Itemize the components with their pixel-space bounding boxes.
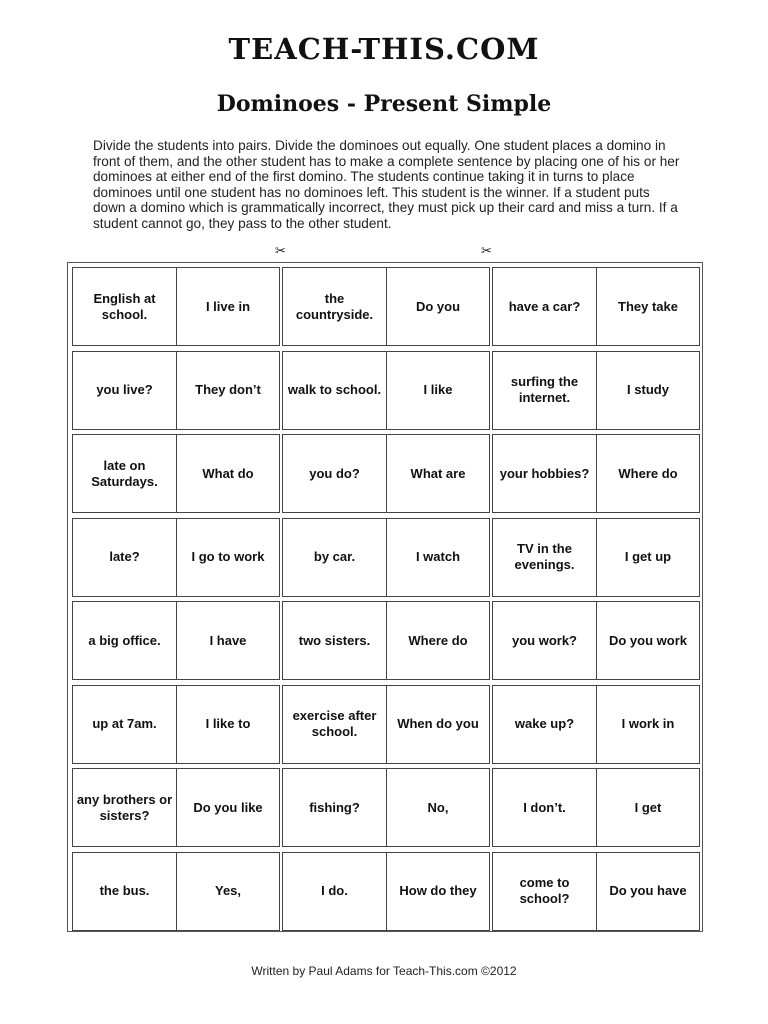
- domino-right-half: They take: [596, 268, 699, 345]
- domino-left-half: a big office.: [88, 632, 161, 648]
- domino-right-half: What are: [386, 435, 489, 512]
- domino-right-half: Where do: [386, 602, 489, 679]
- domino-card: [492, 852, 700, 931]
- domino-right-half: Yes,: [176, 853, 279, 930]
- domino-left-half: surfing the internet.: [510, 374, 579, 405]
- scissors-icon: ✂: [481, 243, 492, 258]
- domino-right-half: How do they: [386, 853, 489, 930]
- domino-left-half: I don’t.: [523, 799, 566, 815]
- domino-card: [282, 601, 490, 680]
- domino-right-half: They don’t: [176, 352, 279, 429]
- domino-left-half: walk to school.: [287, 382, 382, 397]
- domino-card: [282, 768, 490, 847]
- domino-left-half: wake up?: [514, 716, 575, 731]
- domino-card: [282, 852, 490, 931]
- domino-right-half: Do you like: [176, 769, 279, 846]
- domino-card: [72, 852, 280, 931]
- domino-card: [72, 685, 280, 764]
- domino-card: [282, 351, 490, 430]
- domino-right-half: What do: [176, 435, 279, 512]
- domino-right-half: Where do: [596, 435, 699, 512]
- domino-right-half: I go to work: [176, 519, 279, 596]
- domino-left-half: exercise after school.: [292, 708, 377, 739]
- domino-right-half: I study: [596, 352, 699, 429]
- domino-left-half: have a car?: [508, 298, 581, 314]
- domino-right-half: No,: [386, 769, 489, 846]
- domino-card: [282, 518, 490, 597]
- domino-left-half: by car.: [313, 549, 356, 564]
- domino-card: [492, 351, 700, 430]
- domino-left-half: two sisters.: [298, 632, 371, 648]
- domino-left-half: the countryside.: [295, 290, 374, 322]
- domino-right-half: I like: [386, 352, 489, 429]
- domino-left-half: late?: [109, 549, 140, 564]
- domino-right-half: I get up: [596, 519, 699, 596]
- instructions-paragraph: Divide the students into pairs. Divide the dominoes out equally. One student places a domino in front of them, and the other student has to make a complete sentence by placing one of his or her dominoes at either end of the first domino. The students continue taking it in turns to place dominoes until one student has no dominoes left. This student is the winner. If a student puts down a domino which is grammatically incorrect, they must pick up their card and miss a turn. If a student cannot go, they pass to the other student.: [93, 138, 680, 231]
- domino-card: [492, 685, 700, 764]
- domino-right-half: I work in: [596, 686, 699, 763]
- domino-card: [282, 685, 490, 764]
- domino-card: [492, 434, 700, 513]
- site-title: TEACH-THIS.COM: [228, 32, 540, 66]
- domino-card: [72, 351, 280, 430]
- domino-right-half: I watch: [386, 519, 489, 596]
- domino-right-half: I get: [596, 769, 699, 846]
- domino-card: [72, 434, 280, 513]
- domino-left-half: TV in the evenings.: [514, 541, 575, 572]
- domino-card: [282, 267, 490, 346]
- domino-left-half: fishing?: [309, 799, 360, 815]
- domino-right-half: I have: [176, 602, 279, 679]
- domino-right-half: I like to: [176, 686, 279, 763]
- domino-card: [492, 518, 700, 597]
- domino-card: [492, 601, 700, 680]
- domino-left-half: English at school.: [93, 290, 156, 322]
- domino-card: [282, 434, 490, 513]
- domino-left-half: you live?: [96, 382, 153, 397]
- domino-card: [72, 267, 280, 346]
- domino-left-half: your hobbies?: [499, 465, 590, 481]
- domino-left-half: you do?: [309, 465, 360, 481]
- domino-card: [492, 267, 700, 346]
- footer-credit: Written by Paul Adams for Teach-This.com ©2012: [251, 964, 517, 978]
- domino-left-half: I do.: [321, 883, 348, 898]
- domino-card: [72, 518, 280, 597]
- domino-left-half: any brothers or sisters?: [76, 791, 173, 823]
- page-title: Dominoes - Present Simple: [216, 91, 552, 117]
- domino-left-half: come to school?: [519, 875, 570, 906]
- scissors-icon: ✂: [275, 243, 286, 258]
- domino-right-half: Do you have: [596, 853, 699, 930]
- domino-right-half: Do you work: [596, 602, 699, 679]
- domino-left-half: up at 7am.: [92, 716, 157, 731]
- domino-card: [72, 601, 280, 680]
- domino-left-half: late on Saturdays.: [91, 457, 158, 489]
- domino-left-half: you work?: [511, 632, 577, 648]
- domino-card: [492, 768, 700, 847]
- domino-left-half: the bus.: [99, 883, 150, 898]
- domino-right-half: Do you: [386, 268, 489, 345]
- domino-right-half: When do you: [386, 686, 489, 763]
- domino-right-half: I live in: [176, 268, 279, 345]
- dominoes-board: [67, 262, 703, 932]
- domino-card: [72, 768, 280, 847]
